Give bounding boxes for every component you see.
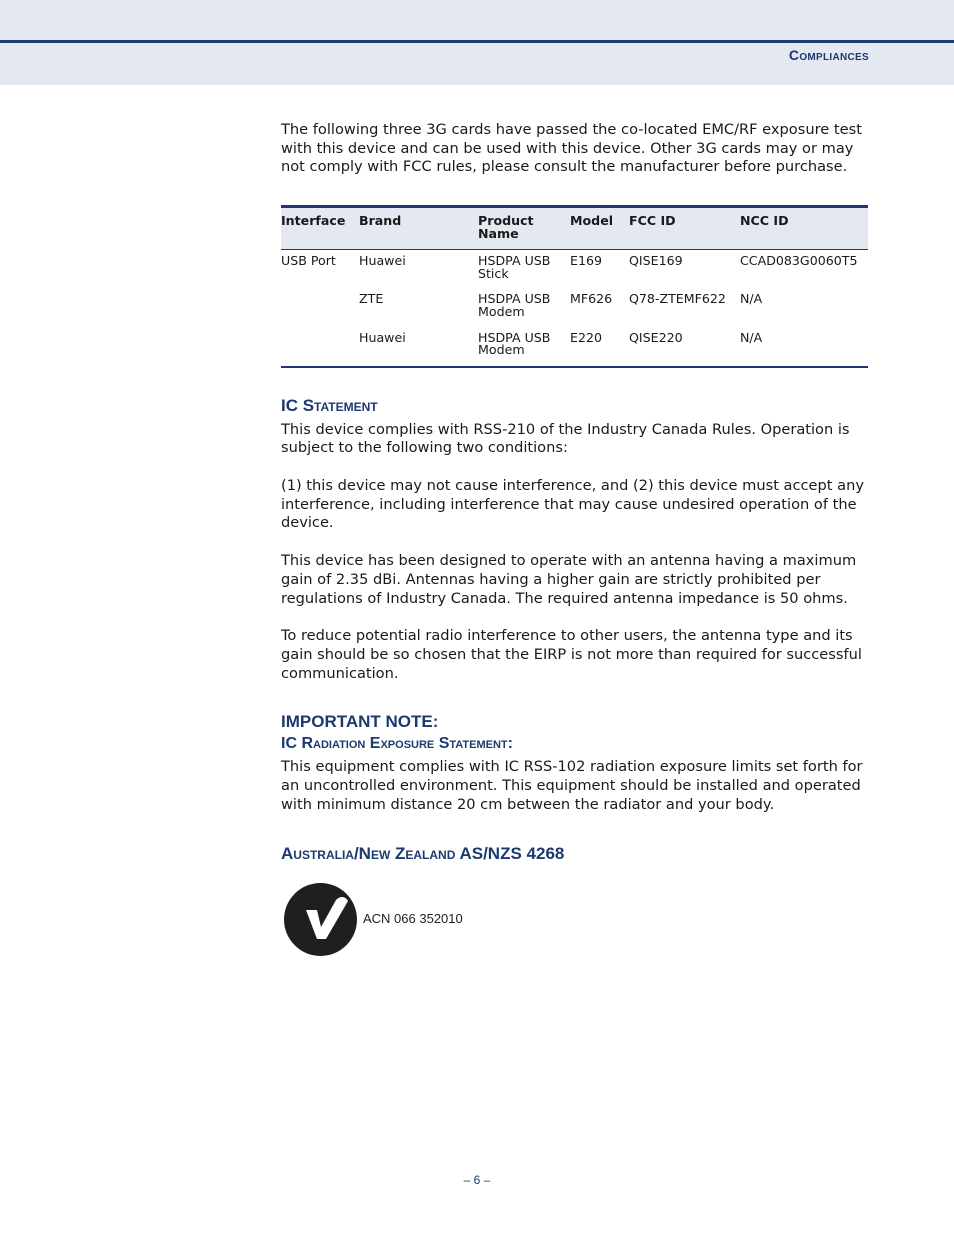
header-rule (0, 40, 954, 43)
table-cell: USB Port (281, 253, 336, 269)
ic-paragraph: This device has been designed to operate with an antenna having a maximum gain of 2.35 dBi. Antennas having a higher gain are strictly prohibited per regulations of Industry Canada. The required antenna impedance is 50 ohms. (281, 552, 857, 607)
compatible-3g-cards-table (281, 205, 868, 368)
c-tick-logo-row (281, 883, 871, 963)
table-cell: E169 (570, 253, 602, 269)
column-header: Model (570, 207, 629, 250)
table-row (281, 327, 868, 367)
column-header: FCC ID (629, 207, 740, 250)
table-cell (281, 288, 359, 327)
radiation-paragraph: This equipment complies with IC RSS-102 radiation exposure limits set forth for an uncontrolled environment. This equipment should be installed and operated with minimum distance 20 cm between the radiator and your body. (281, 758, 863, 813)
table-cell: MF626 (570, 291, 613, 307)
table-header-row (281, 207, 868, 250)
table-cell: HSDPA USB Modem (478, 329, 551, 358)
table-cell: Huawei (359, 329, 406, 345)
table-cell: QISE220 (629, 329, 683, 345)
table-cell: ZTE (359, 291, 384, 307)
table-cell: Huawei (359, 253, 406, 269)
table-row (281, 288, 868, 327)
ic-radiation-heading: IC Radiation Exposure Statement: (281, 735, 513, 753)
intro-paragraph: The following three 3G cards have passed the co-located EMC/RF exposure test with this device and can be used with this device. Other 3G cards may or may not comply with FCC rules, please consult the manufacturer before purchase. (281, 121, 862, 176)
acn-number: ACN 066 352010 (363, 911, 463, 927)
ic-paragraph: This device complies with RSS-210 of the Industry Canada Rules. Operation is subject to the following two conditions: (281, 420, 850, 457)
column-header: Brand (359, 207, 478, 250)
important-note-heading: IMPORTANT NOTE: (281, 712, 439, 732)
table-row (281, 250, 868, 289)
c-tick-mark-icon (284, 883, 357, 956)
running-header: Compliances (788, 47, 869, 63)
column-header: Interface (281, 207, 359, 250)
column-header: NCC ID (740, 207, 868, 250)
ic-paragraph: To reduce potential radio interference to other users, the antenna type and its gain should be so chosen that the EIRP is not more than required for successful communication. (281, 627, 862, 682)
table-cell: HSDPA USB Modem (478, 291, 551, 319)
table-cell: E220 (570, 329, 602, 345)
page-number: – 6 – (463, 1173, 491, 1187)
page-content (281, 121, 871, 963)
column-header: Product Name (478, 207, 570, 250)
table-cell: QISE169 (629, 253, 683, 269)
australia-heading: Australia/New Zealand AS/NZS 4268 (281, 844, 565, 864)
table-cell: Q78-ZTEMF622 (629, 291, 726, 307)
table-cell: N/A (740, 329, 763, 345)
table-cell (281, 327, 359, 367)
table-cell: N/A (740, 291, 763, 307)
ic-paragraph: (1) this device may not cause interference, and (2) this device must accept any interference, including interference that may cause undesired operation of the device. (281, 477, 864, 532)
ic-statement-heading: IC Statement (281, 395, 378, 415)
table-cell: HSDPA USB Stick (478, 253, 551, 281)
table-cell: CCAD083G0060T5 (740, 253, 858, 269)
